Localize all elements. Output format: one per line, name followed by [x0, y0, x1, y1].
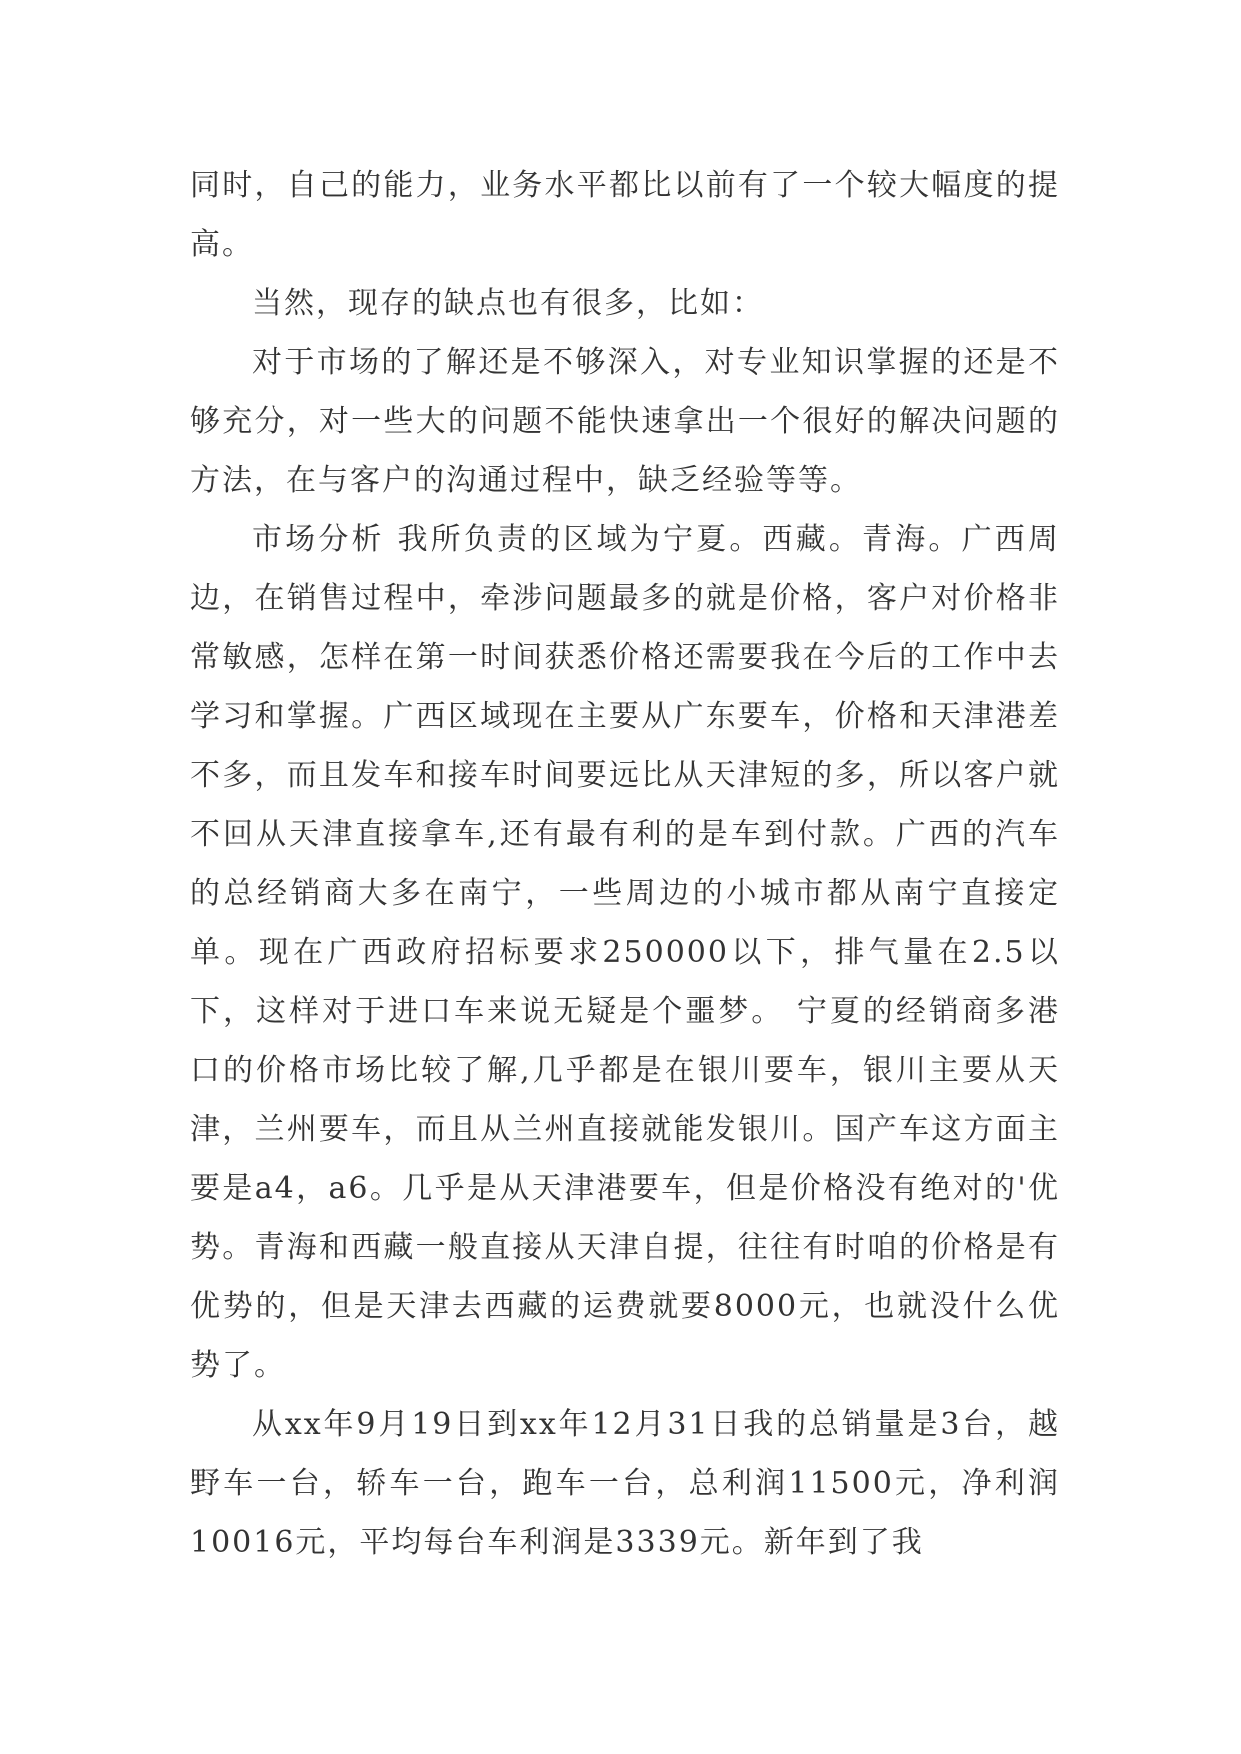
paragraph-sales-summary: 从xx年9月19日到xx年12月31日我的总销量是3台，越野车一台，轿车一台，跑车一台，总利润11500元，净利润10016元，平均每台车利润是3339元。新年到了我	[190, 1407, 1060, 1560]
paragraph-shortcomings-intro: 当然，现存的缺点也有很多，比如：	[252, 286, 764, 321]
document-body	[190, 156, 1060, 1572]
paragraph-shortcomings-detail: 对于市场的了解还是不够深入，对专业知识掌握的还是不够充分，对一些大的问题不能快速拿出一个很好的解决问题的方法，在与客户的沟通过程中，缺乏经验等等。	[190, 345, 1060, 498]
paragraph-market-analysis: 市场分析 我所负责的区域为宁夏。西藏。青海。广西周边，在销售过程中，牵涉问题最多的就是价格，客户对价格非常敏感，怎样在第一时间获悉价格还需要我在今后的工作中去学习和掌握。广西区域现在主要从广东要车，价格和天津港差不多，而且发车和接车时间要远比从天津短的多，所以客户就不回从天津直接拿车,还有最有利的是车到付款。广西的汽车的总经销商大多在南宁，一些周边的小城市都从南宁直接定单。现在广西政府招标要求250000以下，排气量在2.5以下，这样对于进口车来说无疑是个噩梦。 宁夏的经销商多港口的价格市场比较了解,几乎都是在银川要车，银川主要从天津，兰州要车，而且从兰州直接就能发银川。国产车这方面主要是a4，a6。几乎是从天津港要车，但是价格没有绝对的'优势。青海和西藏一般直接从天津自提，往往有时咱的价格是有优势的，但是天津去西藏的运费就要8000元，也就没什么优势了。	[190, 522, 1060, 1383]
paragraph-intro-continuation: 同时，自己的能力，业务水平都比以前有了一个较大幅度的提高。	[190, 168, 1060, 262]
